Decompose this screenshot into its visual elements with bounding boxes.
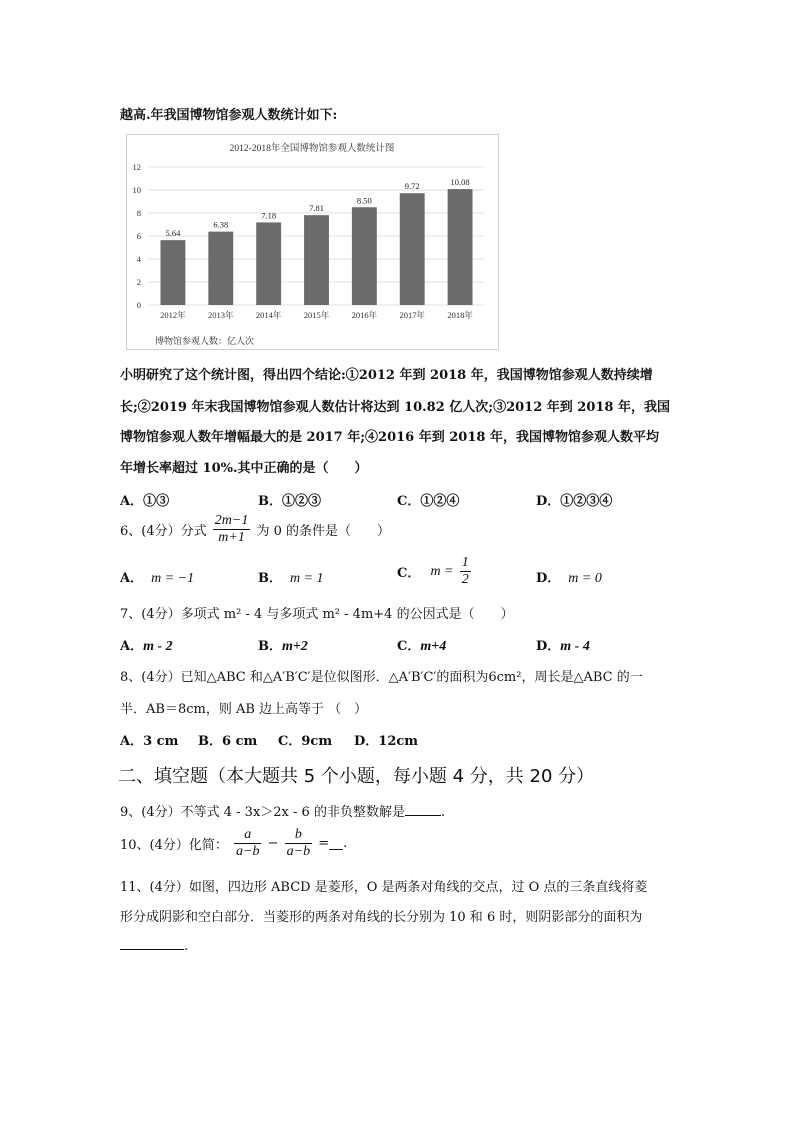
chart-footnote: 博物馆参观人数：亿人次	[155, 336, 255, 346]
q8-option-c[interactable]	[278, 730, 332, 749]
q6-option-c[interactable]	[397, 555, 473, 588]
q10-stem	[120, 827, 347, 860]
option-label: D．	[354, 734, 379, 749]
option-label: D．	[536, 639, 561, 654]
q8-option-b[interactable]	[198, 730, 257, 749]
q9-stem	[120, 801, 445, 820]
q10-end: .	[343, 836, 348, 851]
q6-option-b[interactable]	[258, 567, 324, 587]
option-label: D．	[536, 494, 561, 509]
option-text: m+4	[420, 639, 447, 654]
q11-line-3	[120, 937, 188, 954]
q5-option-c[interactable]	[397, 490, 459, 509]
chart-title: 2012-2018年全国博物馆参观人数统计图	[229, 144, 395, 154]
option-text: m+2	[282, 639, 308, 654]
minus-sign: −	[267, 836, 279, 851]
y-tick-label: 8	[136, 208, 141, 218]
x-tick-label: 2014年	[255, 310, 282, 320]
q7-stem: 7、(4分）多项式 m² - 4 与多项式 m² - 4m+4 的公因式是（ ）	[120, 607, 514, 622]
fraction-denominator: m+1	[218, 530, 245, 545]
data-label: 9.72	[404, 181, 420, 192]
fraction-numerator: 2m−1	[214, 513, 249, 528]
bar	[352, 207, 377, 305]
option-label: A．	[120, 734, 144, 749]
fraction-numerator: 1	[461, 555, 469, 570]
x-tick-label: 2015年	[303, 310, 330, 320]
q11-line-2: 形分成阴影和空白部分．当菱形的两条对角线的长分别为 10 和 6 时，则阴影部分的面积为	[120, 910, 643, 925]
option-label: C．	[397, 639, 421, 654]
fraction-numerator: b	[285, 827, 312, 844]
q9-end: .	[440, 805, 446, 820]
bar	[400, 193, 425, 305]
q9-text: 9、(4分）不等式 4 - 3x＞2x - 6 的非负整数解是	[120, 805, 405, 820]
answer-blank[interactable]	[120, 937, 184, 950]
option-text: 3 cm	[143, 734, 179, 749]
option-text: ①②③	[282, 494, 322, 509]
q8-option-d[interactable]	[354, 730, 418, 749]
option-text: ①③	[143, 494, 170, 509]
option-text: 12cm	[378, 734, 419, 749]
bar-chart	[126, 134, 499, 350]
option-text: m = 0	[568, 571, 602, 586]
x-tick-label: 2016年	[351, 310, 378, 320]
option-text: ①②③④	[560, 494, 613, 509]
section-2-heading: 二、填空题（本大题共 5 个小题，每小题 4 分，共 20 分）	[118, 766, 595, 787]
q5-option-b[interactable]	[258, 490, 321, 509]
option-label: B．	[258, 571, 282, 586]
q6-stem	[120, 513, 390, 546]
answer-blank[interactable]	[405, 803, 441, 816]
q7-option-a[interactable]	[120, 635, 173, 655]
q5-option-a[interactable]	[120, 490, 169, 509]
q5-line-3: 博物馆参观人数年增幅最大的是 2017 年;④2016 年到 2018 年，我国博物馆参观人数平均	[120, 430, 659, 445]
q6-suffix: 为 0 的条件是（ ）	[256, 524, 391, 539]
q11-end: .	[184, 939, 189, 954]
x-tick-label: 2013年	[208, 310, 234, 320]
q6-option-a[interactable]	[120, 567, 194, 587]
q6-option-d[interactable]	[536, 567, 602, 587]
y-tick-label: 12	[132, 162, 141, 172]
option-text: m =	[430, 563, 454, 579]
q5-option-d[interactable]	[536, 490, 612, 509]
data-label: 6.38	[213, 219, 229, 230]
x-tick-label: 2018年	[447, 310, 473, 320]
option-text: m = 1	[290, 571, 324, 586]
option-text: m - 4	[560, 639, 590, 654]
option-label: C．	[278, 734, 302, 749]
bar	[304, 215, 329, 305]
q6-prefix: 6、(4分）分式	[120, 524, 207, 539]
data-label: 7.18	[261, 210, 277, 221]
option-text: ①②④	[420, 494, 460, 509]
answer-blank[interactable]	[329, 837, 343, 850]
bar	[160, 240, 185, 305]
chart-svg	[127, 135, 498, 349]
intro-text: 越高.年我国博物馆参观人数统计如下:	[120, 108, 338, 123]
data-label: 8.50	[356, 195, 372, 206]
fraction-denominator: a−b	[286, 844, 311, 859]
y-tick-label: 2	[136, 277, 141, 287]
q5-line-2: 长;②2019 年末我国博物馆参观人数估计将达到 10.82 亿人次;③2012 年到 2018 年，我国	[120, 400, 671, 415]
fraction-numerator: a	[234, 827, 261, 844]
option-label: A．	[120, 494, 144, 509]
q10-fraction-1	[234, 827, 261, 860]
q10-prefix: 10、(4分）化简：	[120, 838, 228, 853]
option-text: 6 cm	[222, 734, 258, 749]
option-text: 9cm	[301, 734, 333, 749]
bar	[448, 189, 473, 305]
x-tick-label: 2012年	[160, 310, 186, 320]
q8-option-a[interactable]	[120, 730, 178, 749]
q11-line-1: 11、(4分）如图，四边形 ABCD 是菱形，O 是两条对角线的交点，过 O 点的三条直线将菱	[120, 880, 648, 895]
equals-sign: =	[318, 836, 330, 851]
q5-line-4: 年增长率超过 10%.其中正确的是（ ）	[120, 461, 368, 476]
bar	[256, 222, 281, 305]
option-label: B．	[258, 639, 282, 654]
q6-fraction	[213, 513, 251, 546]
option-label: C．	[397, 494, 421, 509]
option-text: m - 2	[143, 639, 173, 654]
option-label: B．	[198, 734, 222, 749]
data-label: 7.81	[309, 203, 324, 214]
q8-line-2: 半．AB＝8cm，则 AB 边上高等于 （ ）	[120, 702, 368, 717]
q7-option-b[interactable]	[258, 635, 308, 655]
bar	[208, 232, 233, 305]
q5-line-1: 小明研究了这个统计图，得出四个结论:①2012 年到 2018 年，我国博物馆参观人数持续增	[120, 368, 653, 383]
option-label: C．	[397, 566, 421, 581]
y-tick-label: 6	[136, 231, 141, 241]
data-label: 5.64	[165, 228, 181, 239]
y-tick-label: 10	[132, 185, 141, 195]
fraction-denominator: a−b	[236, 844, 260, 859]
option-text: m = −1	[151, 571, 195, 586]
option-label: B．	[258, 494, 282, 509]
y-tick-label: 4	[136, 254, 141, 264]
fraction-denominator: 2	[461, 572, 469, 587]
y-tick-label: 0	[136, 300, 141, 310]
q10-fraction-2	[285, 827, 312, 860]
option-label: A．	[120, 571, 144, 586]
q7-option-d[interactable]	[536, 635, 590, 655]
option-label: A．	[120, 639, 144, 654]
data-label: 10.08	[450, 177, 470, 188]
option-c-fraction	[460, 555, 471, 588]
option-label: D．	[536, 571, 561, 586]
x-tick-label: 2017年	[399, 310, 425, 320]
q8-line-1: 8、(4分）已知△ABC 和△A′B′C′是位似图形．△A′B′C′的面积为6cm²，周长是△ABC 的一	[120, 670, 643, 685]
q7-option-c[interactable]	[397, 635, 446, 655]
